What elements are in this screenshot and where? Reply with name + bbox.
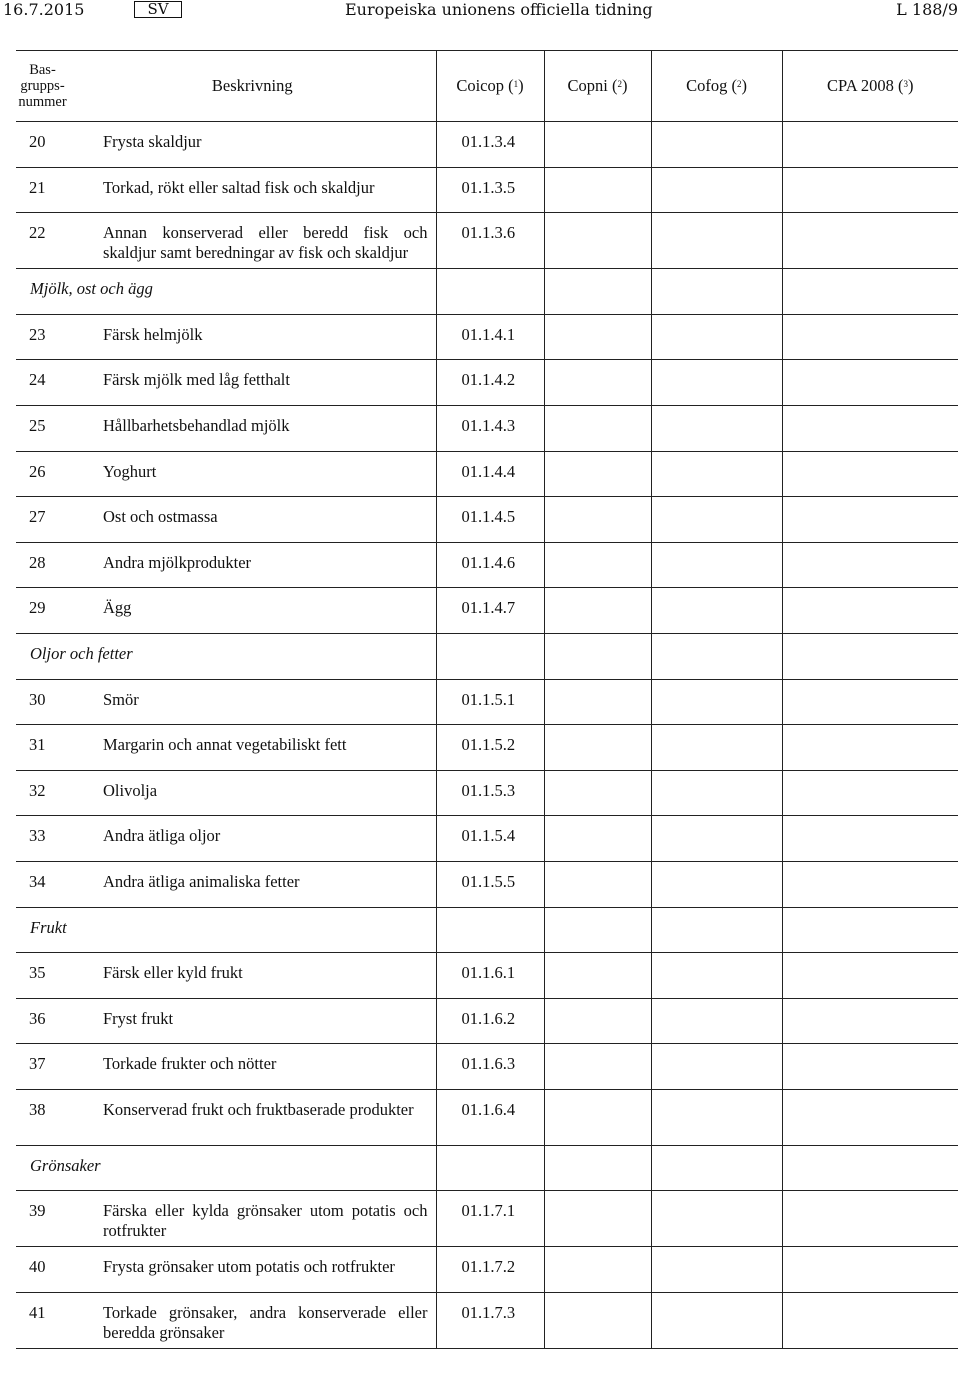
- row-description: Smör: [69, 679, 436, 725]
- category-label: Grönsaker: [16, 1145, 436, 1191]
- row-cpa: [782, 213, 958, 269]
- empty-cell: [544, 633, 651, 679]
- row-cpa: [782, 451, 958, 497]
- category-label: Frukt: [16, 907, 436, 953]
- table-row: [16, 167, 958, 213]
- row-coicop: 01.1.6.4: [436, 1089, 544, 1145]
- row-number: 21: [16, 167, 69, 213]
- row-description: Torkade frukter och nötter: [69, 1044, 436, 1090]
- row-description: Olivolja: [69, 770, 436, 816]
- row-coicop: 01.1.3.5: [436, 167, 544, 213]
- empty-cell: [436, 1145, 544, 1191]
- row-cofog: [651, 360, 782, 406]
- column-header-cofog: Cofog ($^2$): [651, 51, 782, 122]
- column-header-copni: Copni ($^2$): [544, 51, 651, 122]
- row-copni: [544, 360, 651, 406]
- row-cofog: [651, 314, 782, 360]
- row-description: Margarin och annat vegetabiliskt fett: [69, 725, 436, 771]
- row-copni: [544, 998, 651, 1044]
- table-row: [16, 998, 958, 1044]
- empty-cell: [782, 269, 958, 315]
- row-cofog: [651, 213, 782, 269]
- row-cofog: [651, 1247, 782, 1293]
- row-coicop: 01.1.7.3: [436, 1293, 544, 1349]
- row-description: Färsk helmjölk: [69, 314, 436, 360]
- row-number: 37: [16, 1044, 69, 1090]
- row-cpa: [782, 122, 958, 168]
- row-number: 25: [16, 405, 69, 451]
- row-cofog: [651, 588, 782, 634]
- column-header-number: Bas- grupps- nummer: [16, 51, 69, 122]
- row-description: Frysta grönsaker utom potatis och rotfrukter: [69, 1247, 436, 1293]
- table-row: [16, 360, 958, 406]
- row-coicop: 01.1.7.2: [436, 1247, 544, 1293]
- table-row: [16, 1044, 958, 1090]
- row-cofog: [651, 1089, 782, 1145]
- row-number: 31: [16, 725, 69, 771]
- row-copni: [544, 816, 651, 862]
- row-cpa: [782, 542, 958, 588]
- row-cofog: [651, 861, 782, 907]
- row-number: 20: [16, 122, 69, 168]
- table-header-row: [16, 51, 958, 122]
- row-copni: [544, 725, 651, 771]
- category-row: [16, 633, 958, 679]
- row-number: 30: [16, 679, 69, 725]
- table-row: [16, 953, 958, 999]
- category-label: Oljor och fetter: [16, 633, 436, 679]
- row-number: 26: [16, 451, 69, 497]
- row-cpa: [782, 725, 958, 771]
- row-number: 38: [16, 1089, 69, 1145]
- row-description: Yoghurt: [69, 451, 436, 497]
- row-coicop: 01.1.4.7: [436, 588, 544, 634]
- row-coicop: 01.1.5.3: [436, 770, 544, 816]
- row-number: 40: [16, 1247, 69, 1293]
- row-coicop: 01.1.4.3: [436, 405, 544, 451]
- row-copni: [544, 451, 651, 497]
- row-description: Torkade grönsaker, andra konserverade eller beredda grönsaker: [69, 1293, 436, 1349]
- row-number: 35: [16, 953, 69, 999]
- empty-cell: [436, 633, 544, 679]
- row-coicop: 01.1.4.4: [436, 451, 544, 497]
- empty-cell: [544, 1145, 651, 1191]
- row-copni: [544, 1044, 651, 1090]
- row-copni: [544, 497, 651, 543]
- row-description: Annan konserverad eller beredd fisk och skaldjur samt beredningar av fisk och skaldjur: [69, 213, 436, 269]
- row-cpa: [782, 861, 958, 907]
- empty-cell: [782, 633, 958, 679]
- row-copni: [544, 588, 651, 634]
- row-coicop: 01.1.6.3: [436, 1044, 544, 1090]
- page-reference: L 188/9: [896, 0, 958, 19]
- empty-cell: [436, 269, 544, 315]
- row-description: Färska eller kylda grönsaker utom potatis och rotfrukter: [69, 1191, 436, 1247]
- row-number: 41: [16, 1293, 69, 1349]
- row-cpa: [782, 1044, 958, 1090]
- table-row: [16, 816, 958, 862]
- empty-cell: [782, 1145, 958, 1191]
- row-coicop: 01.1.4.2: [436, 360, 544, 406]
- row-cpa: [782, 360, 958, 406]
- empty-cell: [782, 907, 958, 953]
- row-copni: [544, 1293, 651, 1349]
- row-coicop: 01.1.7.1: [436, 1191, 544, 1247]
- row-cpa: [782, 998, 958, 1044]
- row-cofog: [651, 816, 782, 862]
- row-number: 28: [16, 542, 69, 588]
- row-cpa: [782, 167, 958, 213]
- row-description: Torkad, rökt eller saltad fisk och skaldjur: [69, 167, 436, 213]
- empty-cell: [544, 907, 651, 953]
- table-row: [16, 1293, 958, 1349]
- language-badge: SV: [134, 1, 182, 18]
- row-cofog: [651, 679, 782, 725]
- category-label: Mjölk, ost och ägg: [16, 269, 436, 315]
- row-cpa: [782, 314, 958, 360]
- table-row: [16, 542, 958, 588]
- empty-cell: [651, 907, 782, 953]
- row-description: Ost och ostmassa: [69, 497, 436, 543]
- row-cpa: [782, 405, 958, 451]
- row-description: Andra mjölkprodukter: [69, 542, 436, 588]
- row-copni: [544, 213, 651, 269]
- column-header-cpa: CPA 2008 ($^3$): [782, 51, 958, 122]
- classification-table: [16, 50, 958, 1349]
- category-row: [16, 1145, 958, 1191]
- table-row: [16, 861, 958, 907]
- row-coicop: 01.1.5.5: [436, 861, 544, 907]
- row-cofog: [651, 542, 782, 588]
- row-cpa: [782, 770, 958, 816]
- row-coicop: 01.1.6.1: [436, 953, 544, 999]
- row-coicop: 01.1.5.1: [436, 679, 544, 725]
- row-copni: [544, 405, 651, 451]
- row-number: 36: [16, 998, 69, 1044]
- row-number: 27: [16, 497, 69, 543]
- row-number: 34: [16, 861, 69, 907]
- row-description: Färsk eller kyld frukt: [69, 953, 436, 999]
- row-coicop: 01.1.3.6: [436, 213, 544, 269]
- row-copni: [544, 1191, 651, 1247]
- table-row: [16, 497, 958, 543]
- row-cofog: [651, 1191, 782, 1247]
- table-row: [16, 1089, 958, 1145]
- table-row: [16, 588, 958, 634]
- row-copni: [544, 122, 651, 168]
- row-description: Andra ätliga oljor: [69, 816, 436, 862]
- table-row: [16, 213, 958, 269]
- empty-cell: [544, 269, 651, 315]
- row-cofog: [651, 953, 782, 999]
- row-copni: [544, 1247, 651, 1293]
- row-cofog: [651, 122, 782, 168]
- row-description: Hållbarhetsbehandlad mjölk: [69, 405, 436, 451]
- row-cpa: [782, 679, 958, 725]
- row-cofog: [651, 1044, 782, 1090]
- column-header-coicop: Coicop ($^1$): [436, 51, 544, 122]
- row-coicop: 01.1.3.4: [436, 122, 544, 168]
- table-row: [16, 770, 958, 816]
- row-description: Ägg: [69, 588, 436, 634]
- category-row: [16, 907, 958, 953]
- table-row: [16, 451, 958, 497]
- row-copni: [544, 861, 651, 907]
- column-header-description: Beskrivning: [69, 51, 436, 122]
- empty-cell: [436, 907, 544, 953]
- row-coicop: 01.1.5.4: [436, 816, 544, 862]
- row-coicop: 01.1.4.5: [436, 497, 544, 543]
- row-number: 39: [16, 1191, 69, 1247]
- table-row: [16, 1247, 958, 1293]
- row-number: 23: [16, 314, 69, 360]
- category-row: [16, 269, 958, 315]
- row-cofog: [651, 770, 782, 816]
- page-header: [0, 0, 960, 20]
- row-coicop: 01.1.6.2: [436, 998, 544, 1044]
- publication-date: 16.7.2015: [3, 0, 85, 19]
- row-copni: [544, 770, 651, 816]
- row-cofog: [651, 451, 782, 497]
- row-cpa: [782, 816, 958, 862]
- row-number: 22: [16, 213, 69, 269]
- row-cpa: [782, 588, 958, 634]
- empty-cell: [651, 633, 782, 679]
- table-row: [16, 122, 958, 168]
- row-copni: [544, 1089, 651, 1145]
- row-cofog: [651, 167, 782, 213]
- row-coicop: 01.1.4.6: [436, 542, 544, 588]
- row-cofog: [651, 405, 782, 451]
- row-number: 29: [16, 588, 69, 634]
- table-row: [16, 725, 958, 771]
- journal-title: Europeiska unionens officiella tidning: [345, 0, 653, 19]
- row-number: 33: [16, 816, 69, 862]
- row-cpa: [782, 1293, 958, 1349]
- row-description: Konserverad frukt och fruktbaserade produkter: [69, 1089, 436, 1145]
- row-copni: [544, 542, 651, 588]
- row-copni: [544, 679, 651, 725]
- row-number: 32: [16, 770, 69, 816]
- row-copni: [544, 167, 651, 213]
- row-copni: [544, 953, 651, 999]
- row-copni: [544, 314, 651, 360]
- row-cofog: [651, 998, 782, 1044]
- row-coicop: 01.1.5.2: [436, 725, 544, 771]
- row-cofog: [651, 725, 782, 771]
- table-row: [16, 314, 958, 360]
- table-row: [16, 1191, 958, 1247]
- row-description: Färsk mjölk med låg fetthalt: [69, 360, 436, 406]
- table-row: [16, 405, 958, 451]
- row-cpa: [782, 953, 958, 999]
- empty-cell: [651, 269, 782, 315]
- row-cpa: [782, 1089, 958, 1145]
- row-description: Andra ätliga animaliska fetter: [69, 861, 436, 907]
- row-cpa: [782, 1191, 958, 1247]
- row-cpa: [782, 1247, 958, 1293]
- table-row: [16, 679, 958, 725]
- row-description: Fryst frukt: [69, 998, 436, 1044]
- row-cpa: [782, 497, 958, 543]
- row-coicop: 01.1.4.1: [436, 314, 544, 360]
- row-cofog: [651, 497, 782, 543]
- row-cofog: [651, 1293, 782, 1349]
- empty-cell: [651, 1145, 782, 1191]
- row-number: 24: [16, 360, 69, 406]
- row-description: Frysta skaldjur: [69, 122, 436, 168]
